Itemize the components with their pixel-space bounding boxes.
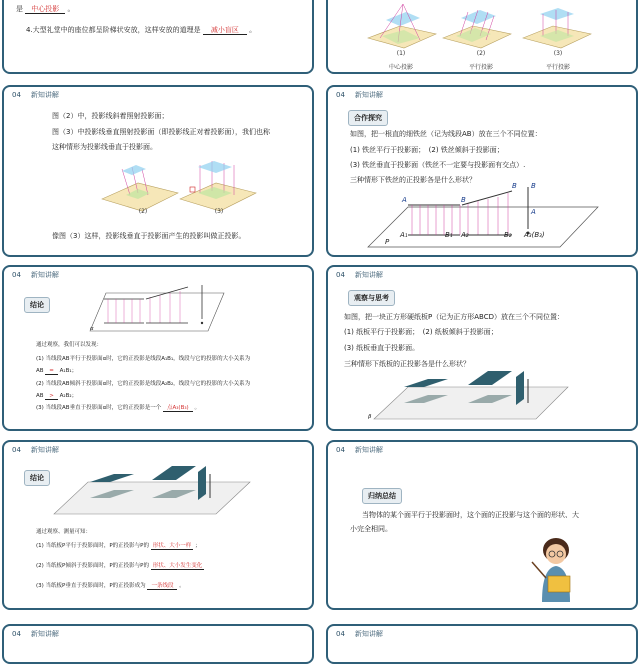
fig3-label: 平行投影	[545, 64, 570, 71]
card-header: 04 新知讲解	[336, 271, 383, 279]
figure-parallel-projection-vertical	[523, 8, 591, 48]
para-4: 三种情形下纸板的正投影各是什么形状？	[344, 360, 470, 368]
para-4: 三种情形下铁丝的正投影各是什么形状？	[350, 176, 476, 184]
line-1: (1) 当线段AB平行于投影面α时，它的正投影是线段A₁B₁，线段与它的投影的大小关系为	[36, 356, 251, 362]
slide-card-10[interactable]	[326, 624, 638, 664]
label-A1: A₁	[400, 231, 408, 239]
card1-line1: 是 中心投影 。	[16, 5, 75, 13]
para-1: 图（2）中，投影线斜着照射投影面；	[52, 112, 169, 120]
slide-card-4[interactable]	[326, 85, 638, 257]
teacher-illustration	[518, 532, 598, 604]
card-header: 04 新知讲解	[336, 446, 383, 454]
slide-card-5[interactable]	[2, 265, 314, 431]
label-B2: B	[512, 182, 517, 190]
line-2b: AB > A₂B₂；	[36, 393, 78, 399]
line-3: (3) 当线段AB垂直于投影面α时，它的正投影是一个 点A₃(B₃) 。	[36, 405, 200, 411]
slide-card-3[interactable]	[2, 85, 314, 257]
intro: 通过观察、测量可知：	[36, 529, 92, 535]
slide-card-7[interactable]	[2, 440, 314, 610]
board-projection-diagram	[328, 267, 638, 431]
slide-card-1[interactable]	[2, 0, 314, 74]
card-header: 04 新知讲解	[12, 446, 59, 454]
para-2: 图（3）中投影线垂直照射投影面（即投影线正对着投影面），我们也称	[52, 128, 270, 136]
para-1: 当物体的某个面平行于投影面时，这个面的正投影与这个面的形状、大	[362, 511, 579, 519]
card-header: 04 新知讲解	[12, 91, 59, 99]
fig3-num: (3)	[553, 50, 563, 57]
fig-3-caption: (3)	[214, 208, 224, 215]
para-2: (1) 铁丝平行于投影面； (2) 铁丝倾斜于投影面；	[350, 146, 504, 154]
para-2: (1) 纸板平行于投影面； (2) 纸板倾斜于投影面；	[344, 328, 498, 336]
line-2: (2) 当纸板P倾斜于投影面时，P的正投影与P的 形状、大小发生变化	[36, 563, 203, 569]
label-P: P	[385, 238, 390, 246]
label-B3: B	[531, 182, 536, 190]
figure-parallel-projection-oblique	[443, 10, 511, 48]
section-tag: 结论	[24, 297, 50, 313]
section-tag: 合作探究	[348, 110, 388, 126]
line-1b: AB = A₁B₁；	[36, 368, 78, 374]
label-alpha: α	[90, 326, 94, 332]
para-2: 小完全相同。	[350, 525, 392, 533]
fig1-num: (1)	[396, 50, 406, 57]
slide-card-8[interactable]	[326, 440, 638, 610]
fig-2-caption: (2)	[138, 208, 148, 215]
label-B: B	[461, 196, 466, 204]
section-tag: 归纳总结	[362, 488, 402, 504]
section-tag: 观察与思考	[348, 290, 395, 306]
label-A: A	[402, 196, 407, 204]
card-header: 04 新知讲解	[336, 630, 383, 638]
section-tag: 结论	[24, 470, 50, 486]
slide-card-9[interactable]	[2, 624, 314, 664]
fig1-label: 中心投影	[388, 64, 413, 71]
para-4: 像图（3）这样，投影线垂直于投影面产生的投影叫做正投影。	[52, 232, 246, 240]
answer-2: 减小盲区	[203, 26, 247, 35]
fig2-label: 平行投影	[468, 64, 493, 71]
label-B2-bottom: B₂	[504, 231, 512, 239]
slide-card-2[interactable]	[326, 0, 638, 74]
label-beta: β	[368, 414, 372, 420]
label-A2: A₂	[461, 231, 469, 239]
para-3: (3) 纸板垂直于投影面。	[344, 344, 420, 352]
intro: 通过观察，我们可以发现：	[36, 342, 103, 348]
line-1: (1) 当纸板P平行于投影面时，P的正投影与P的 形状、大小一样 ；	[36, 543, 201, 549]
card1-line2: 4.大型礼堂中的座位都呈阶梯状安放，这样安放的道理是 减小盲区 。	[26, 26, 257, 34]
para-3: (3) 铁丝垂直于投影面（铁丝不一定要与投影面有交点）.	[350, 161, 526, 169]
wire-projection-diagram	[328, 87, 638, 257]
label-B1: B₁	[445, 231, 453, 239]
line-2: (2) 当线段AB倾斜于投影面α时，它的正投影是线段A₂B₂，线段与它的投影的大小关系为	[36, 381, 251, 387]
slide-card-6[interactable]	[326, 265, 638, 431]
figure-central-projection	[368, 4, 436, 48]
card-header: 04 新知讲解	[336, 91, 383, 99]
label-A3: A	[531, 208, 536, 216]
line-3: (3) 当纸板P垂直于投影面时，P的正投影成为 一条线段 。	[36, 583, 185, 589]
label-A3B3: A₃(B₃)	[524, 231, 545, 239]
card-header: 04 新知讲解	[12, 630, 59, 638]
card-header: 04 新知讲解	[12, 271, 59, 279]
para-3: 这种情形为投影线垂直于投影面。	[52, 143, 157, 151]
para-1: 如图，把一块正方形硬纸板P（记为正方形ABCD）放在三个不同位置：	[344, 313, 564, 321]
fig2-num: (2)	[476, 50, 486, 57]
answer-1: 中心投影	[25, 5, 65, 14]
para-1: 如图，把一根直的细铁丝（记为线段AB）放在三个不同位置：	[350, 130, 542, 138]
